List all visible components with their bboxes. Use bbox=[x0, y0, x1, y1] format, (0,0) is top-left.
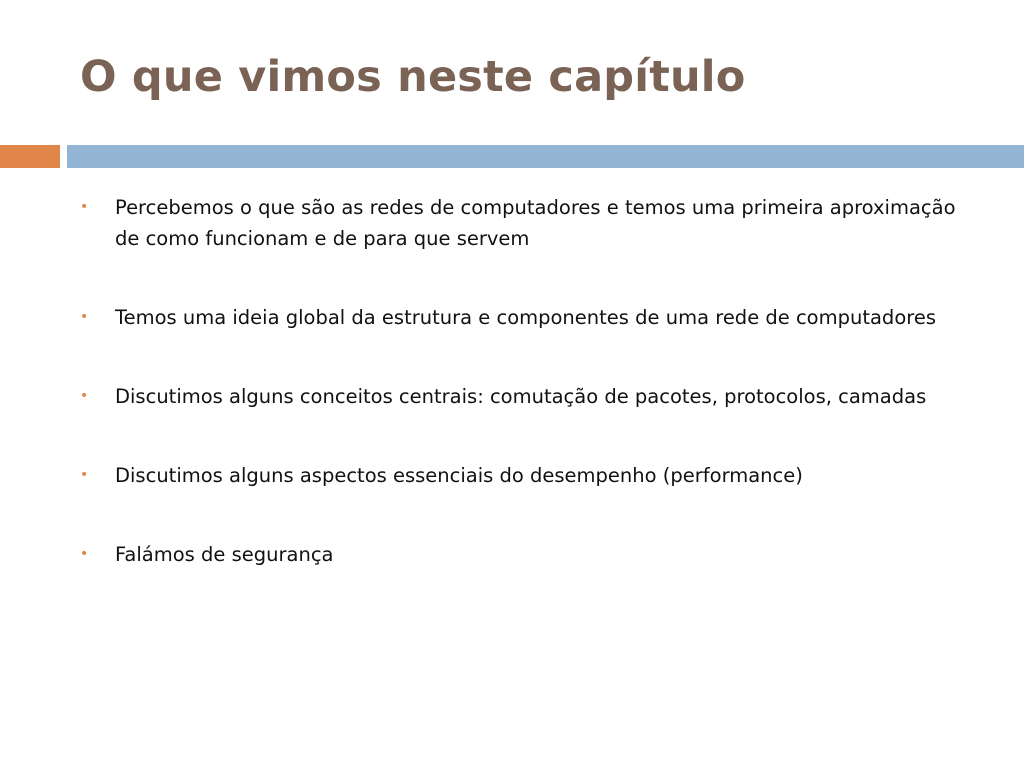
bullet-item bbox=[80, 539, 960, 570]
bullet-item bbox=[80, 381, 960, 412]
bullet-text: Falámos de segurança bbox=[115, 543, 334, 566]
accent-bar-orange bbox=[0, 145, 60, 168]
bullet-icon: • bbox=[80, 467, 89, 483]
bullet-icon: • bbox=[80, 309, 89, 325]
bullet-icon: • bbox=[80, 199, 89, 215]
bullet-item bbox=[80, 302, 960, 333]
bullet-icon: • bbox=[80, 388, 89, 404]
bullet-icon: • bbox=[80, 546, 89, 562]
bullet-item bbox=[80, 192, 960, 254]
bullet-text: Discutimos alguns conceitos centrais: comutação de pacotes, protocolos, camadas bbox=[115, 385, 927, 408]
accent-bar-blue bbox=[67, 145, 1024, 168]
bullet-item bbox=[80, 460, 960, 491]
bullet-text: Temos uma ideia global da estrutura e componentes de uma rede de computadores bbox=[115, 306, 936, 329]
bullet-text: Discutimos alguns aspectos essenciais do desempenho (performance) bbox=[115, 464, 803, 487]
bullet-text: Percebemos o que são as redes de computadores e temos uma primeira aproximação de como funcionam e de para que servem bbox=[115, 196, 956, 250]
slide-title: O que vimos neste capítulo bbox=[80, 52, 746, 102]
bullet-list bbox=[80, 192, 960, 618]
